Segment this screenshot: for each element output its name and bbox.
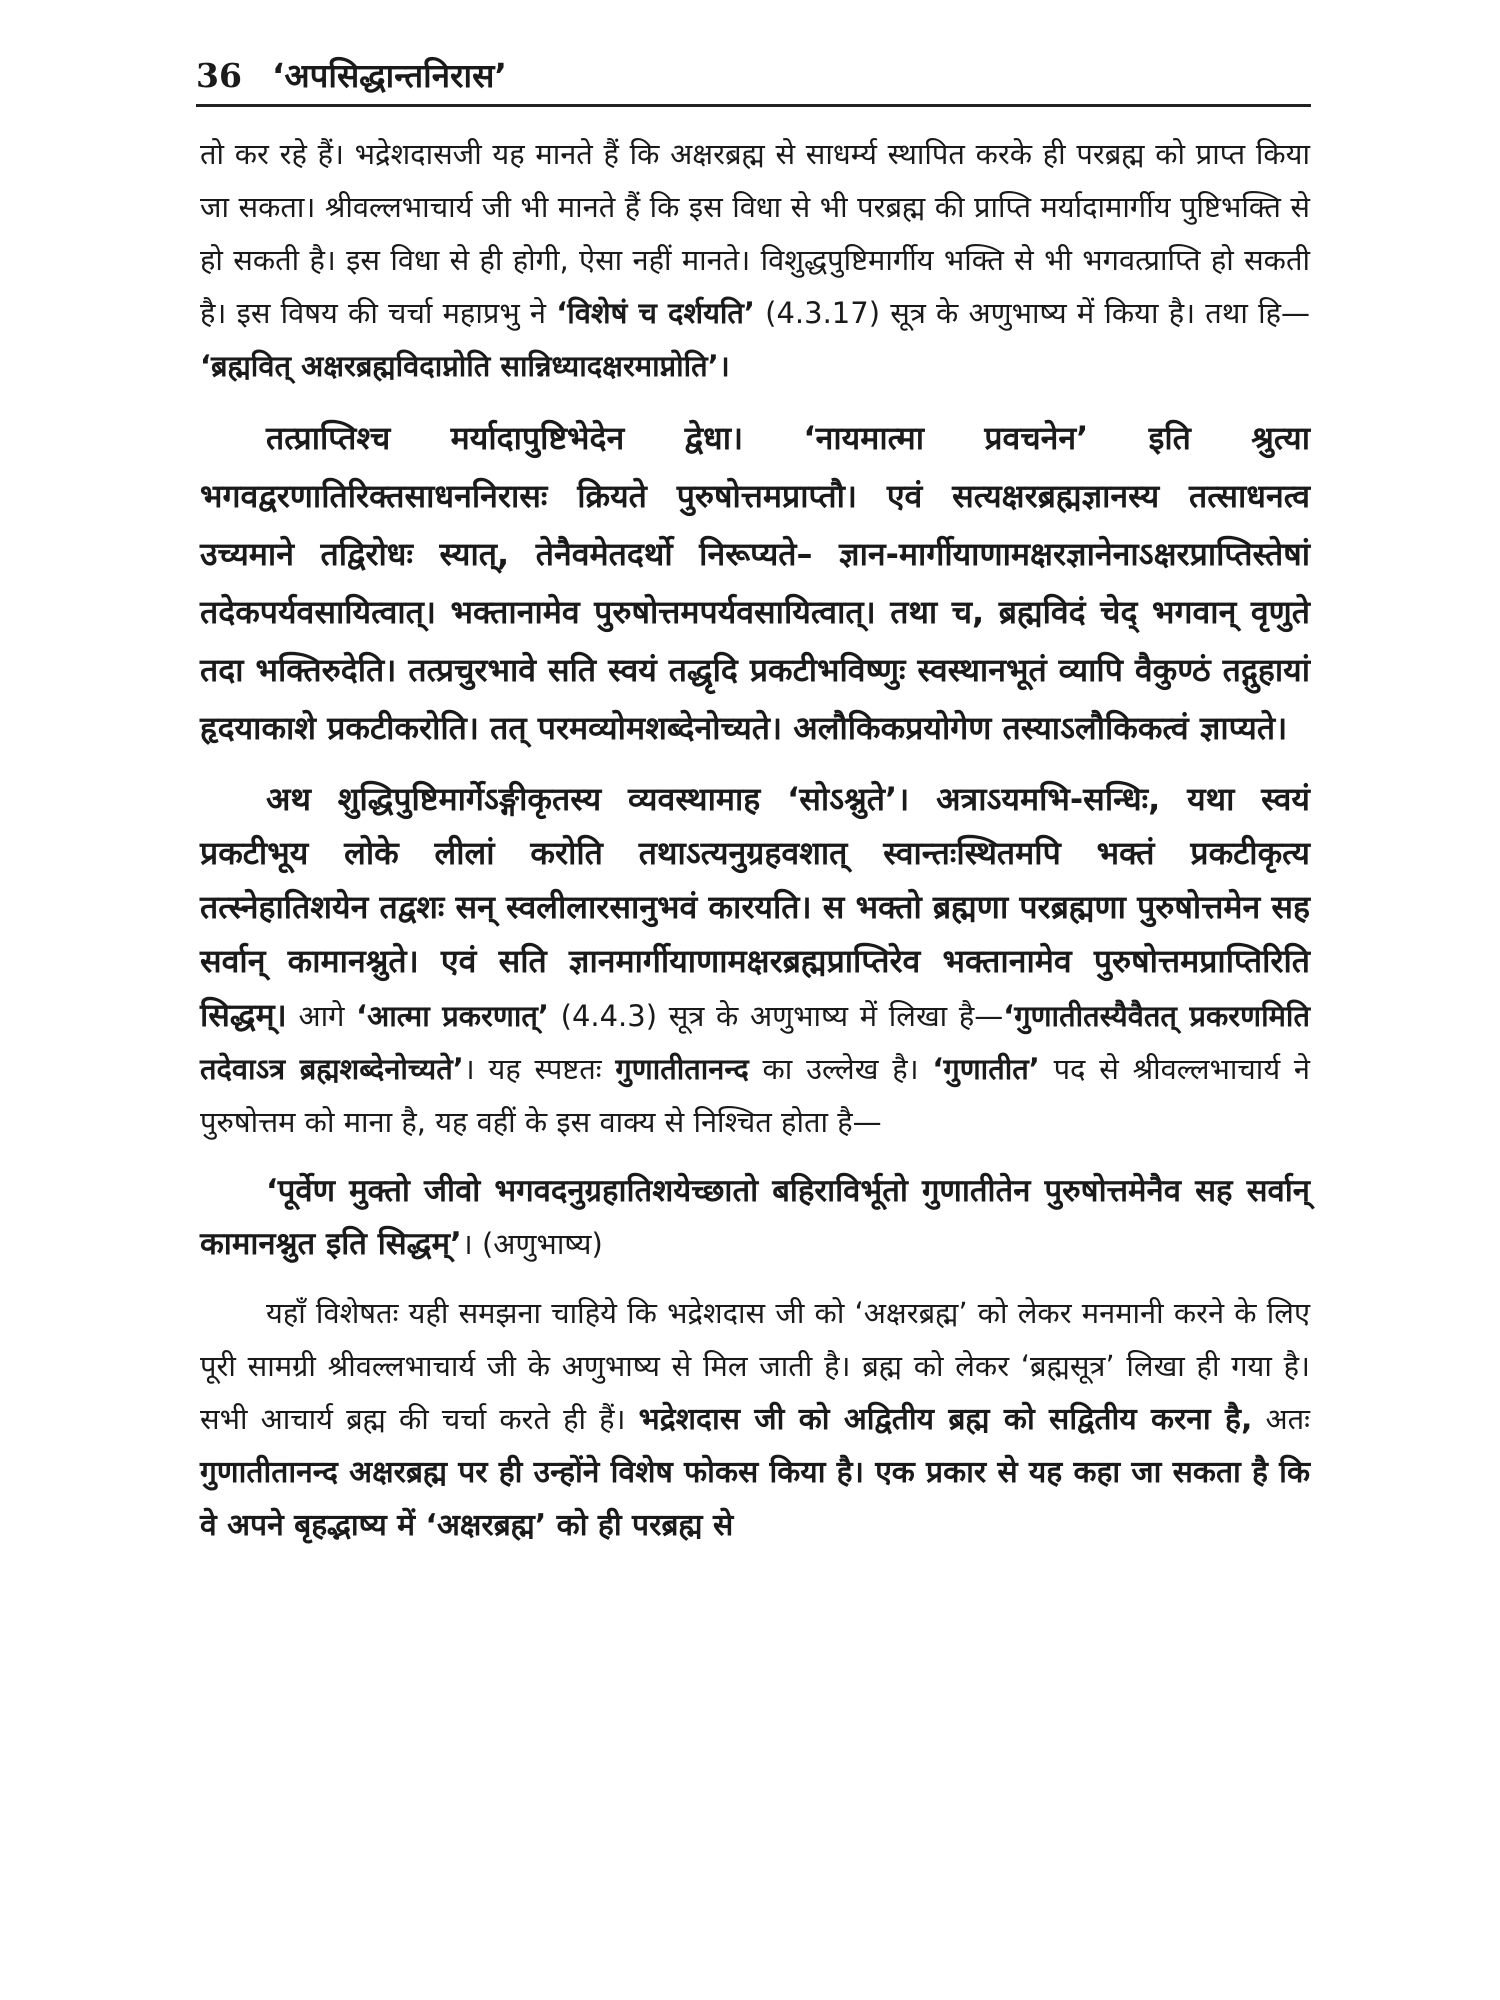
paragraph-3-text-4: का उल्लेख है। bbox=[748, 1052, 933, 1086]
paragraph-3-name: गुणातीतानन्द bbox=[615, 1052, 749, 1086]
page-header bbox=[196, 52, 507, 97]
paragraph-4 bbox=[200, 1165, 1310, 1271]
paragraph-1-text-1: तो कर रहे हैं। भद्रेशदासजी यह मानते हैं कि अक्षरब्रह्म से साधर्म्य स्थापित करके ही परब्रह्म को प्राप्त किया जा सकता। श्रीवल्लभाचार्य जी भी मानते हैं कि इस विधा से भी परब्रह्म की प्राप्ति मर्यादामार्गीय पुष्टिभक्ति से हो सकती है। इस विधा से ही होगी, ऐसा नहीं मानते। विशुद्धपुष्टिमार्गीय भक्ति से भी भगवत्प्राप्ति हो सकती है। इस विषय की चर्चा महाप्रभु ने bbox=[200, 137, 1310, 330]
page-body bbox=[200, 128, 1310, 1568]
paragraph-3-text-5: पद से श्रीवल्लभाचार्य ने पुरुषोत्तम को माना है, यह वहीं के इस वाक्य से निश्चित होता है— bbox=[200, 1052, 1311, 1139]
paragraph-3-sutra-name: ‘आत्मा प्रकरणात्’ bbox=[356, 999, 549, 1033]
paragraph-2-sanskrit: तत्प्राप्तिश्च मर्यादापुष्टिभेदेन द्वेधा। ‘नायमात्मा प्रवचनेन’ इति श्रुत्या भगवद्वरणातिरिक्तसाधननिरासः क्रियते पुरुषोत्तमप्राप्तौ। एवं सत्यक्षरब्रह्मज्ञानस्य तत्साधनत्व उच्यमाने तद्विरोधः स्यात्, तेनैवमेतदर्थो निरूप्यते– ज्ञान-मार्गीयाणामक्षरज्ञानेनाऽक्षरप्राप्तिस्तेषां तदेकपर्यवसायित्वात्। भक्तानामेव पुरुषोत्तमपर्यवसायित्वात्। तथा च, ब्रह्मविदं चेद् भगवान् वृणुते तदा भक्तिरुदेति। तत्प्रचुरभावे सति स्वयं तद्धृदि प्रकटीभविष्णुः स्वस्थानभूतं व्यापि वैकुण्ठं तद्गुहायां हृदयाकाशे प्रकटीकरोति। तत् परमव्योमशब्देनोच्यते। अलौकिकप्रयोगेण तस्याऽलौकिकत्वं ज्ञाप्यते। bbox=[200, 419, 1310, 747]
paragraph-5-bold-2: गुणातीतानन्द अक्षरब्रह्म पर ही उन्होंने विशेष फोकस किया है। एक प्रकार से यह कहा जा सकता है कि वे अपने बृहद्भाष्य में ‘अक्षरब्रह्म’ को ही परब्रह्म से bbox=[200, 1455, 1310, 1543]
paragraph-3-quote: ‘गुणातीतस्यैवैतत् प्रकरणमिति तदेवाऽत्र ब्रह्मशब्देनोच्यते’ bbox=[200, 999, 1310, 1086]
paragraph-3-text-1: आगे bbox=[286, 999, 357, 1033]
paragraph-3-text-2: (4.4.3) सूत्र के अणुभाष्य में लिखा है— bbox=[548, 999, 1004, 1033]
header-rule bbox=[196, 104, 1311, 107]
paragraph-1-quote: ‘ब्रह्मवित् अक्षरब्रह्मविदाप्नोति सान्निध्यादक्षरमाप्नोति’। bbox=[200, 349, 730, 383]
paragraph-5-bold-1: भद्रेशदास जी को अद्वितीय ब्रह्म को सद्वितीय करना है, bbox=[638, 1402, 1253, 1437]
paragraph-3-sanskrit: अथ शुद्धिपुष्टिमार्गेऽङ्गीकृतस्य व्यवस्थामाह ‘सोऽश्नुते’। अत्राऽयमभि-सन्धिः, यथा स्वयं प्रकटीभूय लोके लीलां करोति तथाऽत्यनुग्रहवशात् स्वान्तःस्थितमपि भक्तं प्रकटीकृत्य तत्स्नेहातिशयेन तद्वशः सन् स्वलीलारसानुभवं कारयति। स भक्तो ब्रह्मणा परब्रह्मणा पुरुषोत्तमेन सह सर्वान् कामानश्नुते। एवं सति ज्ञानमार्गीयाणामक्षरब्रह्मप्राप्तिरेव भक्तानामेव पुरुषोत्तमप्राप्तिरिति सिद्धम्। bbox=[200, 780, 1310, 1034]
paragraph-1-sutra-name: ‘विशेषं च दर्शयति’ bbox=[556, 296, 755, 330]
paragraph-5-text-2: अतः bbox=[1252, 1402, 1310, 1436]
paragraph-4-citation: । (अणुभाष्य) bbox=[461, 1227, 603, 1261]
paragraph-3-term: ‘गुणातीत’ bbox=[932, 1052, 1040, 1086]
paragraph-5 bbox=[200, 1287, 1310, 1552]
paragraph-1-text-2: (4.3.17) सूत्र के अणुभाष्य में किया है। तथा हि— bbox=[754, 296, 1310, 330]
running-title: ‘अपसिद्धान्तनिरास’ bbox=[271, 56, 507, 95]
paragraph-1 bbox=[200, 128, 1310, 393]
page-number: 36 bbox=[196, 56, 242, 95]
paragraph-3 bbox=[200, 773, 1310, 1149]
paragraph-3-text-3: । यह स्पष्टतः bbox=[463, 1052, 616, 1086]
paragraph-5-text-1: यहाँ विशेषतः यही समझना चाहिये कि भद्रेशदास जी को ‘अक्षरब्रह्म’ को लेकर मनमानी करने के लिए पूरी सामग्री श्रीवल्लभाचार्य जी के अणुभाष्य से मिल जाती है। ब्रह्म को लेकर ‘ब्रह्मसूत्र’ लिखा ही गया है। सभी आचार्य ब्रह्म की चर्चा करते ही हैं। bbox=[200, 1296, 1310, 1436]
paragraph-4-quote: ‘पूर्वेण मुक्तो जीवो भगवदनुग्रहातिशयेच्छातो बहिराविर्भूतो गुणातीतेन पुरुषोत्तमेनैव सह सर्वान् कामानश्नुत इति सिद्धम्’ bbox=[200, 1173, 1310, 1262]
